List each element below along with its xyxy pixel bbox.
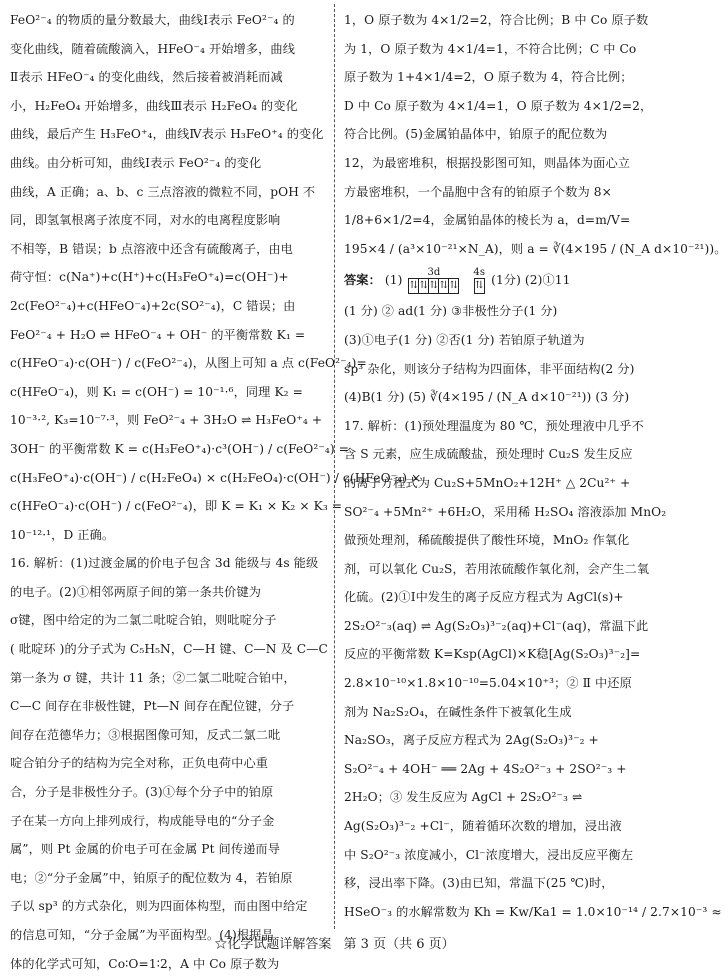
q17-text-line-7: 2S₂O²⁻₃(aq) ⇌ Ag(S₂O₃)³⁻₂(aq)+Cl⁻(aq)，常温下此 [344,618,649,633]
left-text-line-9: 荷守恒：c(Na⁺)+c(H⁺)+c(H₃FeO⁺₄)=c(OH⁻)+ [10,270,289,285]
orbital-3d-label: 3d [427,267,441,279]
left-text-line-17: c(HFeO⁻₄)·c(OH⁻) / c(FeO²⁻₄)，即 K = K₁ × K₂ × K₃ = [10,499,343,514]
left-text-line-26: 啶合铂分子的结构为完全对称，正负电荷中心重 [10,756,269,771]
left-text-line-27: 合，分子是非极性分子。(3)①每个分子中的铂原 [10,785,274,800]
left-text-line-14: 10⁻³·², K₃=10⁻⁷·³，则 FeO²⁻₄ + 3H₂O ⇌ H₃FeO⁺₄ + [10,413,323,428]
q17-text-line-2: 的离子方程式为 Cu₂S+5MnO₂+12H⁺ △ 2Cu²⁺ + [344,475,631,490]
left-text-line-10: 2c(FeO²⁻₄)+c(HFeO⁻₄)+2c(SO²⁻₄)，C 错误；由 [10,298,296,313]
right-text-line-6: 方最密堆积，一个晶胞中含有的铂原子个数为 8× [344,184,612,199]
orbital-4s-diagram: 4s ⇅ [473,267,485,294]
left-text-line-12: c(HFeO⁻₄)·c(OH⁻) / c(FeO²⁻₄)，从图上可知 a 点 c(FeO²⁻₄)= [10,356,367,371]
q17-text-line-17: HSeO⁻₃ 的水解常数为 Kh = Kw/Ka1 = 1.0×10⁻¹⁴ / 2.7×10⁻³ ≈ [344,904,722,919]
right-text-line-4: 符合比例。(5)金属铂晶体中，铂原子的配位数为 [344,127,608,142]
left-text-line-3: 小，H₂FeO₄ 开始增多，曲线Ⅲ表示 H₂FeO₄ 的变化 [10,98,298,113]
left-text-line-22: ( 吡啶环 )的分子式为 C₅H₅N，C—H 键、C—N 及 C—C [10,642,328,657]
q17-text-line-4: 做预处理剂，稀硫酸提供了酸性环境，MnO₂ 作氧化 [344,533,630,548]
q17-text-line-16: 移，浸出率下降。(3)由已知，常温下(25 ℃)时， [344,876,614,891]
left-text-line-30: 电；②“分子金属”中，铂原子的配位数为 4，若铂原 [10,870,293,885]
q17-text-line-9: 2.8×10⁻¹⁰×1.8×10⁻¹⁰=5.04×10⁺³；② Ⅱ 中还原 [344,676,632,691]
left-text-line-8: 不相等，B 错误；b 点溶液中还含有硫酸离子，由电 [10,241,293,256]
left-text-line-2: Ⅱ表示 HFeO⁻₄ 的变化曲线，然后接着被消耗而减 [10,70,283,85]
column-divider [334,4,335,929]
answer-orbital-line [344,263,660,297]
footer-title: ☆化学试题详解答案 [214,937,332,952]
right-text-line-5: 12，为最密堆积，根据投影图可知，则晶体为面心立 [344,155,631,170]
q17-text-line-12: S₂O²⁻₄ + 4OH⁻ ══ 2Ag + 4S₂O²⁻₃ + 2SO²⁻₃ + [344,761,627,776]
q17-text-line-6: 化硫。(2)①Ⅰ中发生的离子反应方程式为 AgCl(s)+ [344,590,624,605]
left-text-line-28: 子在某一方向上排列成行，构成能导电的“分子金 [10,813,275,828]
q17-text-line-1: 含 S 元素，应生成硫酸盐，预处理时 Cu₂S 发生反应 [344,447,633,462]
answer-prefix: (1) [384,273,403,288]
q17-text-line-15: 中 S₂O²⁻₃ 浓度减小，Cl⁻浓度增大，浸出反应平衡左 [344,847,634,862]
left-text-line-31: 子以 sp³ 的方式杂化，则为四面体构型，而由图中给定 [10,899,308,914]
left-text-line-6: 曲线，A 正确；a、b、c 三点溶液的微粒不同，pOH 不 [10,184,316,199]
q17-text-line-8: 反应的平衡常数 K=Ksp(AgCl)×K稳[Ag(S₂O₃)³⁻₂]= [344,647,641,662]
answer-line-0: (1分) (2)①11 [491,273,571,288]
q17-text-line-0: 17. 解析：(1)预处理温度为 80 ℃，预处理液中几乎不 [344,418,644,433]
left-text-line-21: σ键，图中给定的为二氯二吡啶合铂，则吡啶分子 [10,613,277,628]
right-text-line-3: D 中 Co 原子数为 4×1/4=1，O 原子数为 4×1/2=2， [344,98,653,113]
right-text-line-0: 1，O 原子数为 4×1/2=2，符合比例；B 中 Co 原子数 [344,13,649,27]
left-text-line-29: 属”，则 Pt 金属的价电子可在金属 Pt 间传递而导 [10,842,280,857]
orbital-3d-diagram: 3d ⇅ ⇅ ⇅ ⇅ ⇅ [408,267,459,294]
q17-text-line-10: 剂为 Na₂S₂O₄，在碱性条件下被氧化生成 [344,704,572,719]
q17-text-line-11: Na₂SO₃，离子反应方程式为 2Ag(S₂O₃)³⁻₂ + [344,733,599,748]
q17-text-line-5: 剂，可以氧化 Cu₂S，若用浓硫酸作氧化剂，会产生二氧 [344,561,650,576]
left-text-line-15: 3OH⁻ 的平衡常数 K = c(H₃FeO⁺₄)·c³(OH⁻) / c(FeO²⁻₄) = [10,441,350,456]
left-text-line-18: 10⁻¹²·¹，D 正确。 [10,527,115,542]
right-text-line-8: 195×4 / (a³×10⁻²¹×N_A)，则 a = ∛(4×195 / (N_A d×10⁻²¹))。 [344,241,727,256]
q17-text-line-3: SO²⁻₄ +5Mn²⁺ +6H₂O，采用稀 H₂SO₄ 溶液添加 MnO₂ [344,504,667,519]
left-text-line-4: 曲线，最后产生 H₃FeO⁺₄，曲线Ⅳ表示 H₃FeO⁺₄ 的变化 [10,127,324,142]
left-text-line-23: 第一条为 σ 键，共计 11 条；②二氯二吡啶合铂中， [10,670,296,685]
left-text-line-16: c(H₃FeO⁺₄)·c(OH⁻) / c(H₂FeO₄) × c(H₂FeO₄)·c(OH⁻) / c(HFeO⁻₄) × [10,470,422,485]
left-text-line-7: 同，即氢氧根离子浓度不同，对水的电离程度影响 [10,213,281,228]
left-text-line-19: 16. 解析：(1)过渡金属的价电子包含 3d 能级与 4s 能级 [10,556,319,571]
left-text-line-0: FeO²⁻₄ 的物质的量分数最大，曲线Ⅰ表示 FeO²⁻₄ 的 [10,13,295,27]
right-text-line-1: 为 1，O 原子数为 4×1/4=1，不符合比例；C 中 Co [344,41,637,56]
left-text-line-33: 体的化学式可知，Co∶O=1∶2，A 中 Co 原子数为 [10,956,280,971]
left-text-line-20: 的电子。(2)①相邻两原子间的第一条共价键为 [10,584,262,599]
left-text-line-32: 的信息可知，“分子金属”为平面构型。(4)根据晶 [10,928,274,942]
left-text-line-5: 曲线。由分析可知，曲线Ⅰ表示 FeO²⁻₄ 的变化 [10,155,262,170]
q17-text-line-14: Ag(S₂O₃)³⁻₂ +Cl⁻，随着循环次数的增加，浸出液 [344,819,622,834]
orbital-4s-label: 4s [473,267,486,279]
answer-line-2: (3)①电子(1 分) ②否(1 分) 若铂原子轨道为 [344,332,585,347]
left-text-line-24: C—C 间存在非极性键，Pt—N 间存在配位键，分子 [10,699,295,714]
right-text-line-7: 1/8+6×1/2=4，金属铂晶体的棱长为 a，d=m/V= [344,213,631,228]
page-footer [0,933,669,952]
right-text-line-2: 原子数为 1+4×1/4=2，O 原子数为 4，符合比例； [344,70,633,85]
answer-line-4: (4)B(1 分) (5) ∛(4×195 / (N_A d×10⁻²¹)) (3 分) [344,390,630,405]
answer-line-1: (1 分) ② ad(1 分) ③非极性分子(1 分) [344,304,558,319]
answer-label: 答案： [344,273,381,288]
footer-page-number: 第 3 页（共 6 页） [343,937,455,952]
q17-text-line-13: 2H₂O；③ 发生反应为 AgCl + 2S₂O²⁻₃ ⇌ [344,790,583,805]
left-text-line-13: c(HFeO⁻₄)，则 K₁ = c(OH⁻) = 10⁻¹·⁶，同理 K₂ = [10,384,303,399]
left-text-line-25: 间存在范德华力；③根据图像可知，反式二氯二吡 [10,727,281,742]
right-column [344,6,727,926]
left-text-line-11: FeO²⁻₄ + H₂O ⇌ HFeO⁻₄ + OH⁻ 的平衡常数 K₁ = [10,327,306,342]
left-text-line-1: 变化曲线，随着硫酸滴入，HFeO⁻₄ 开始增多，曲线 [10,41,295,56]
answer-line-3: sp³ 杂化，则该分子结构为四面体，非平面结构(2 分) [344,361,635,376]
